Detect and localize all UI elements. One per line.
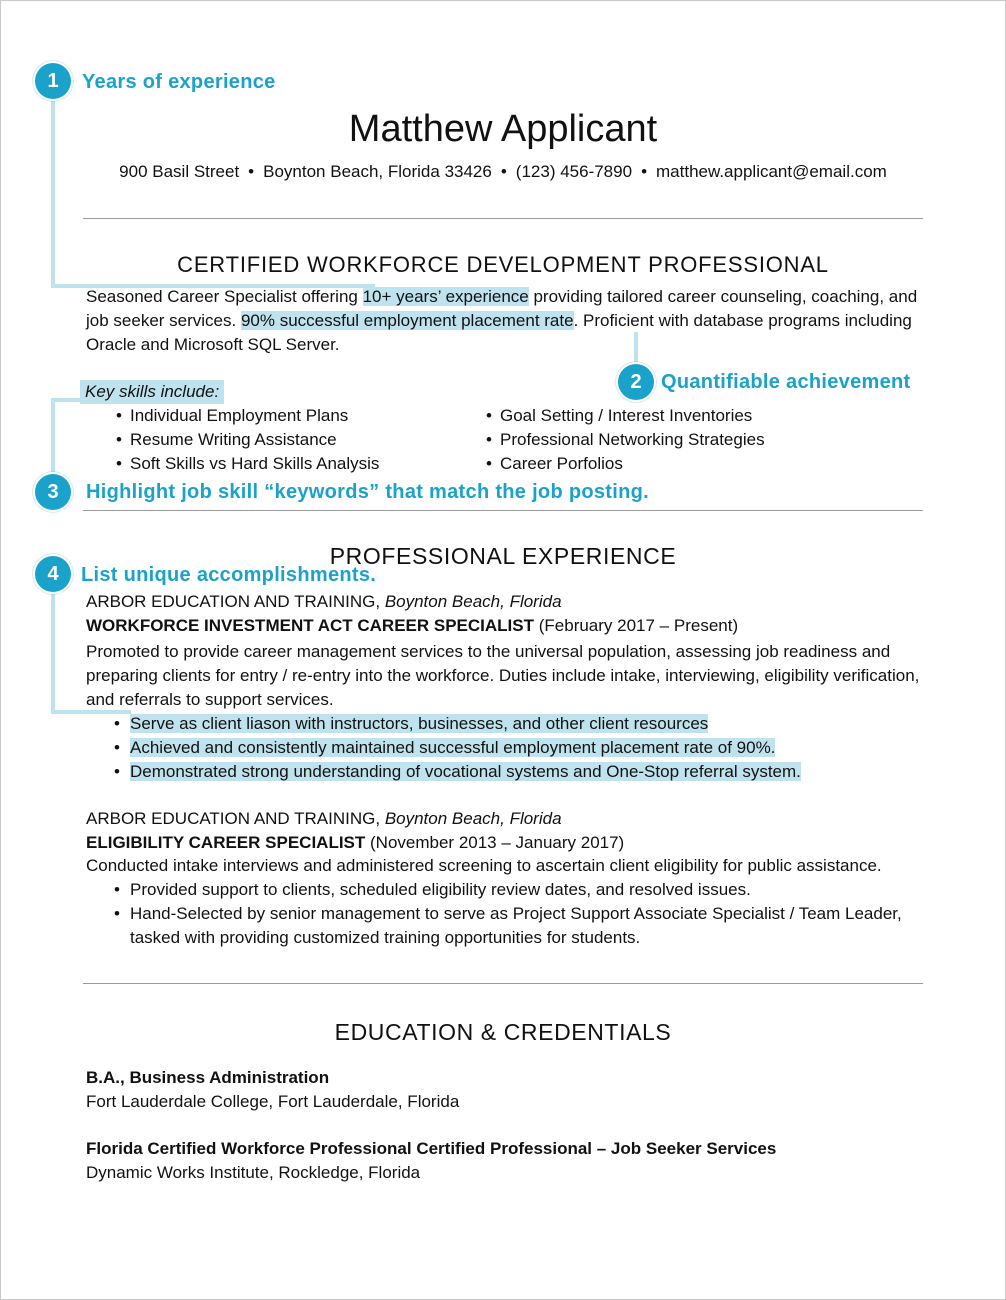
- bullet-dot: •: [114, 880, 120, 899]
- education-school: Fort Lauderdale College, Fort Lauderdale, Florida: [86, 1092, 460, 1111]
- contact-separator: •: [248, 162, 255, 181]
- education-item: [86, 1137, 776, 1185]
- annotation-badge-1: 1: [35, 63, 71, 99]
- accomplishment-item: [86, 902, 906, 950]
- skill-item: • Soft Skills vs Hard Skills Analysis: [116, 452, 379, 476]
- skills-list-right: [486, 404, 765, 476]
- bullet-dot: •: [114, 762, 120, 781]
- company-location: Boynton Beach, Florida: [384, 592, 562, 611]
- summary-text: Seasoned Career Specialist offering: [86, 287, 363, 306]
- job-company: [86, 592, 562, 612]
- connector-line-3-vertical: [51, 400, 55, 478]
- bullet-dot: •: [114, 904, 120, 923]
- skill-item: • Professional Networking Strategies: [486, 428, 765, 452]
- education-degree: Florida Certified Workforce Professional Certified Professional – Job Seeker Services: [86, 1139, 777, 1158]
- skill-item: • Career Porfolios: [486, 452, 765, 476]
- contact-separator: •: [641, 162, 648, 181]
- job-role: ELIGIBILITY CAREER SPECIALIST: [86, 833, 366, 852]
- experience-title: PROFESSIONAL EXPERIENCE: [329, 543, 677, 569]
- contact-email: matthew.applicant@email.com: [656, 162, 887, 181]
- connector-line-4-vertical: [51, 590, 55, 714]
- company-location: Boynton Beach, Florida: [384, 809, 562, 828]
- summary-paragraph: [86, 285, 926, 357]
- accomplishment-item: [86, 878, 906, 902]
- annotation-badge-4: 4: [35, 556, 71, 592]
- accomplishment-text: Achieved and consistently maintained successful employment placement rate of 90%.: [130, 738, 776, 757]
- annotation-label-2: Quantifiable achievement: [661, 371, 911, 393]
- job-accomplishments: [86, 712, 946, 784]
- bullet-dot: •: [114, 738, 120, 757]
- applicant-name: Matthew Applicant: [348, 108, 658, 150]
- connector-line-3-horizontal: [51, 398, 81, 402]
- company-name: ARBOR EDUCATION AND TRAINING,: [86, 809, 381, 828]
- annotation-label-4: List unique accomplishments.: [81, 564, 377, 586]
- accomplishment-text: Serve as client liason with instructors, businesses, and other client resources: [130, 714, 709, 733]
- accomplishment-item: [86, 760, 946, 784]
- contact-street: 900 Basil Street: [119, 162, 240, 181]
- contact-city: Boynton Beach, Florida 33426: [263, 162, 492, 181]
- accomplishment-item: [86, 736, 946, 760]
- job-title-line: [86, 833, 624, 853]
- job-dates: (November 2013 – January 2017): [370, 833, 625, 852]
- company-name: ARBOR EDUCATION AND TRAINING,: [86, 592, 381, 611]
- accomplishment-text: Demonstrated strong understanding of vocational systems and One-Stop referral system.: [130, 762, 801, 781]
- contact-separator: •: [500, 162, 507, 181]
- annotation-badge-3: 3: [35, 474, 71, 510]
- summary-text: . Proficient with database programs including Oracle and Microsoft SQL Server.: [86, 311, 912, 354]
- accomplishment-text: Provided support to clients, scheduled eligibility review dates, and resolved issues.: [130, 880, 751, 899]
- annotation-label-1: Years of experience: [82, 71, 276, 93]
- divider-header: [83, 218, 923, 219]
- bullet-dot: •: [114, 714, 120, 733]
- education-degree: B.A., Business Administration: [86, 1068, 330, 1087]
- job-title-line: [86, 616, 738, 636]
- job-accomplishments: [86, 878, 906, 950]
- skill-item: • Resume Writing Assistance: [116, 428, 379, 452]
- contact-phone: (123) 456-7890: [515, 162, 633, 181]
- divider-skills: [83, 510, 923, 511]
- job-description: Conducted intake interviews and administered screening to ascertain client eligibility for public assistance.: [86, 856, 882, 875]
- education-title: EDUCATION & CREDENTIALS: [334, 1019, 672, 1045]
- accomplishment-text: Hand-Selected by senior management to serve as Project Support Associate Specialist / Team Leader, tasked with providing customized training opportunities for students.: [130, 904, 902, 947]
- skill-item: • Individual Employment Plans: [116, 404, 379, 428]
- education-school: Dynamic Works Institute, Rockledge, Florida: [86, 1163, 421, 1182]
- key-skills-heading: Key skills include:: [80, 380, 224, 404]
- headline-title: CERTIFIED WORKFORCE DEVELOPMENT PROFESSIONAL: [177, 252, 829, 277]
- summary-text: providing tailored career counseling, coaching, and job seeker services.: [86, 287, 918, 330]
- skills-list-left: [116, 404, 379, 476]
- skill-item: • Goal Setting / Interest Inventories: [486, 404, 765, 428]
- job-description: Promoted to provide career management services to the universal population, assessing job readiness and preparing clients for entry / re-entry into the workforce. Duties include intake, interviewing, eligibility verification, and referrals to support services.: [86, 642, 920, 709]
- annotation-label-3: Highlight job skill “keywords” that match the job posting.: [86, 481, 649, 503]
- summary-highlight-placement: 90% successful employment placement rate: [240, 311, 574, 330]
- job-dates: (February 2017 – Present): [538, 616, 739, 635]
- divider-experience: [83, 983, 923, 984]
- job-role: WORKFORCE INVESTMENT ACT CAREER SPECIALIST: [86, 616, 534, 635]
- summary-highlight-experience: 10+ years’ experience: [362, 287, 529, 306]
- annotation-badge-2: 2: [618, 364, 654, 400]
- accomplishment-item: [86, 712, 946, 736]
- contact-line: [0, 162, 1006, 182]
- job-company: [86, 809, 562, 829]
- education-item: [86, 1066, 459, 1114]
